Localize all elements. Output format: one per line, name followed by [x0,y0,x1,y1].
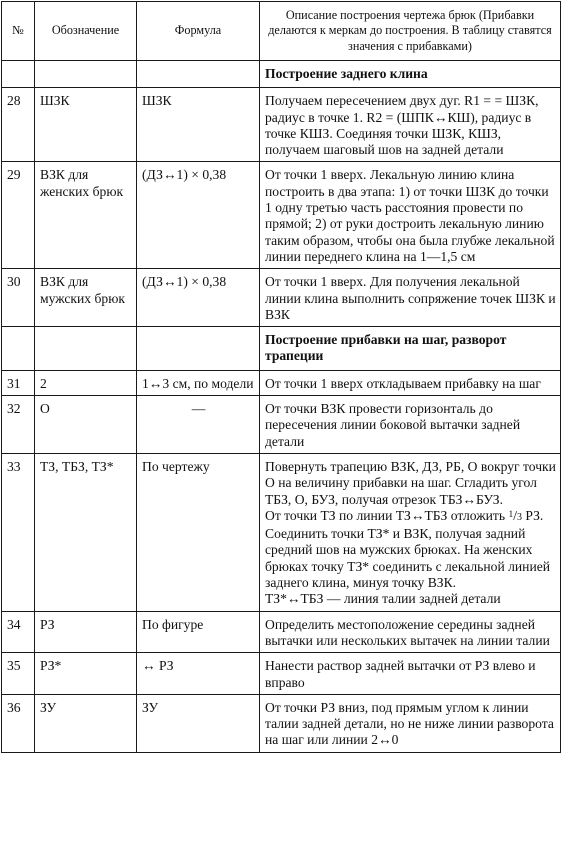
row-designation: О [35,396,137,454]
table-row [2,162,561,269]
row-num: 30 [2,269,35,327]
row-description: От точки РЗ вниз, под прямым углом к линии талии задней детали, но не ниже линии разворота на шаг или линии 2↔0 [260,694,561,752]
row-formula: ЗУ [137,694,260,752]
trousers-drafting-table [1,1,561,753]
table-row [2,694,561,752]
row-num: 36 [2,694,35,752]
row-designation: ВЗК для женских брюк [35,162,137,269]
header-num: № [2,2,35,61]
header-designation: Обозначение [35,2,137,61]
table-row [2,370,561,395]
row-formula: (ДЗ↔1) × 0,38 [137,162,260,269]
row-description-part: Повернуть трапецию ВЗК, ДЗ, РБ, О вокруг точки О на величину прибавки на шаг. Сгладить угол ТБЗ, О, БУЗ, получая отрезок ТБЗ↔БУЗ. [265,458,556,507]
row-num: 32 [2,396,35,454]
row-designation: ЗУ [35,694,137,752]
table-row [2,453,561,611]
row-designation: 2 [35,370,137,395]
row-description: От точки 1 вверх. Лекальную линию клина построить в два этапа: 1) от точки ШЗК до точки 1 одну третью часть расстояния провести по прямой; 2) от руки достроить лекальную линию таким образом, чтобы она была глубже лекальной линии переднего клина на 1—1,5 см [260,162,561,269]
table-row [2,611,561,653]
row-formula: ШЗК [137,88,260,162]
row-description: Определить местоположение середины задней вытачки или нескольких вытачек на линии талии [260,611,561,653]
section-title: Построение прибавки на шаг, разворот трапеции [260,327,561,371]
header-description: Описание построения чертежа брюк (Прибавки делаются к меркам до построения. В таблицу ставятся значения с прибавками) [260,2,561,61]
row-description: От точки 1 вверх откладываем прибавку на шаг [260,370,561,395]
section-row-step-allowance [2,327,561,371]
row-num: 31 [2,370,35,395]
row-num: 34 [2,611,35,653]
table-row [2,269,561,327]
row-description-part: От точки ТЗ по линии ТЗ↔ТБЗ отложить $^1$/3 РЗ. Соединить точки ТЗ* и ВЗК, получая задний средний шов на мужских брюках. На женских брюках точку ТЗ* соединить с лекальной линией заднего клина, минуя точку ВЗК. [265,507,551,591]
row-formula: (ДЗ↔1) × 0,38 [137,269,260,327]
section-row-back-wedge [2,61,561,88]
row-designation: ТЗ, ТБЗ, ТЗ* [35,453,137,611]
row-num: 35 [2,653,35,695]
row-designation: РЗ* [35,653,137,695]
table-row [2,653,561,695]
section-title: Построение заднего клина [260,61,561,88]
row-formula: 1↔3 см, по модели [137,370,260,395]
fraction: $^1$/3 [508,507,522,523]
row-num: 29 [2,162,35,269]
row-num: 28 [2,88,35,162]
row-description: От точки 1 вверх. Для получения лекальной линии клина выполнить сопряжение точек ШЗК и ВЗК [260,269,561,327]
table-row [2,396,561,454]
row-description: От точки ВЗК провести горизонталь до пересечения линии боковой вытачки задней детали [260,396,561,454]
row-description: Получаем пересечением двух дуг. R1 = = ШЗК, радиус в точке 1. R2 = (ШПК↔КШ), радиус в точке КШЗ. Соединяя точки ШЗК, КШЗ, получаем шаговый шов на задней детали [260,88,561,162]
table-row [2,88,561,162]
row-description [260,453,561,611]
row-num: 33 [2,453,35,611]
row-designation: РЗ [35,611,137,653]
header-formula: Формула [137,2,260,61]
row-formula: По чертежу [137,453,260,611]
row-description-part: ТЗ*↔ТБЗ — линия талии задней детали [265,591,501,607]
row-designation: ВЗК для мужских брюк [35,269,137,327]
row-formula: ↔ РЗ [137,653,260,695]
row-formula: — [137,396,260,454]
row-designation: ШЗК [35,88,137,162]
header-row [2,2,561,61]
row-formula: По фигуре [137,611,260,653]
row-description: Нанести раствор задней вытачки от РЗ влево и вправо [260,653,561,695]
